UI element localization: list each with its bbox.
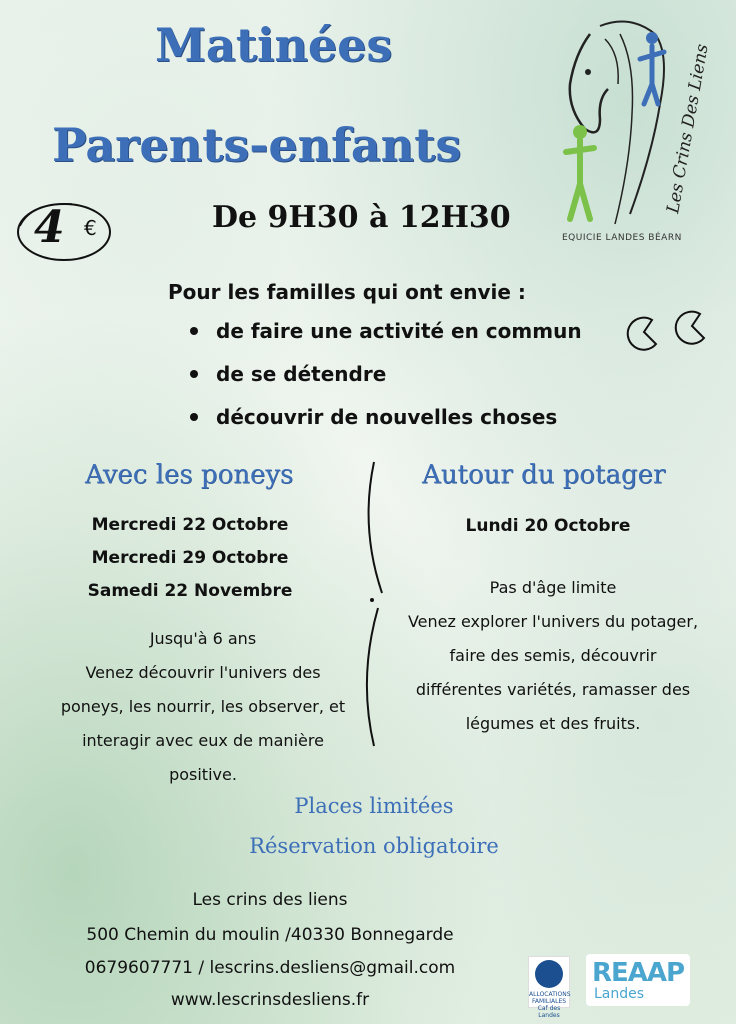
description-line: faire des semis, découvrir [449, 646, 657, 665]
description-line: Venez explorer l'univers du potager, [407, 612, 699, 631]
caf-label: ALLOCATIONS FAMILIALES Caf des Landes [529, 991, 571, 1019]
description-line: poneys, les nourrir, les observer, et [60, 697, 346, 716]
price-amount: 4 [34, 202, 65, 253]
title-line-2: Parents-enfants [52, 118, 462, 172]
description-line: légumes et des fruits. [465, 714, 641, 733]
caf-emblem-icon [535, 960, 563, 988]
reaap-logo [586, 954, 690, 1006]
date-item: Lundi 20 Octobre [465, 516, 631, 536]
section-divider-icon [352, 458, 392, 748]
time-range: De 9H30 à 12H30 [212, 200, 511, 235]
description-line: interagir avec eux de manière [82, 731, 324, 750]
right-description [388, 571, 718, 741]
date-item: Mercredi 29 Octobre [91, 548, 289, 568]
title-line-1: Matinées [155, 18, 393, 72]
left-section-title: Avec les poneys [85, 460, 294, 490]
description-line: positive. [169, 765, 237, 784]
description-line: Jusqu'à 6 ans [149, 629, 257, 648]
reservation-required: Réservation obligatoire [249, 834, 499, 858]
contact-phone-email[interactable]: 0679607771 / lescrins.desliens@gmail.com [84, 958, 456, 978]
logo-name: Les Crins Des Liens [663, 42, 713, 215]
bullet-list [190, 316, 582, 445]
places-limited: Places limitées [294, 794, 454, 818]
reaap-word: REAAP [592, 958, 685, 988]
description-line: différentes variétés, ramasser des [415, 680, 691, 699]
reaap-sub: Landes [594, 986, 645, 1002]
caf-logo [528, 956, 571, 1019]
bullet-item: de se détendre [190, 359, 582, 402]
contact-address: 500 Chemin du moulin /40330 Bonnegarde [86, 925, 454, 945]
right-dates [448, 512, 648, 545]
description-line: Venez découvrir l'univers des [85, 663, 321, 682]
date-item: Samedi 22 Novembre [87, 581, 293, 601]
quote-marks-icon [622, 306, 712, 356]
logo-caption: EQUICIE LANDES BÉARN [562, 233, 682, 243]
bullet-item: de faire une activité en commun [190, 316, 582, 359]
contact-website[interactable]: www.lescrinsdesliens.fr [170, 990, 370, 1010]
bullet-item: découvrir de nouvelles choses [190, 402, 582, 445]
left-dates [80, 511, 300, 610]
horse-logo-icon [560, 14, 713, 244]
description-line: Pas d'âge limite [489, 578, 617, 597]
contact-name: Les crins des liens [192, 890, 348, 910]
date-item: Mercredi 22 Octobre [91, 515, 289, 535]
intro-text: Pour les familles qui ont envie : [168, 280, 526, 304]
left-description [48, 622, 358, 792]
right-section-title: Autour du potager [422, 460, 666, 490]
price-badge [12, 198, 112, 264]
price-currency: € [84, 216, 97, 240]
